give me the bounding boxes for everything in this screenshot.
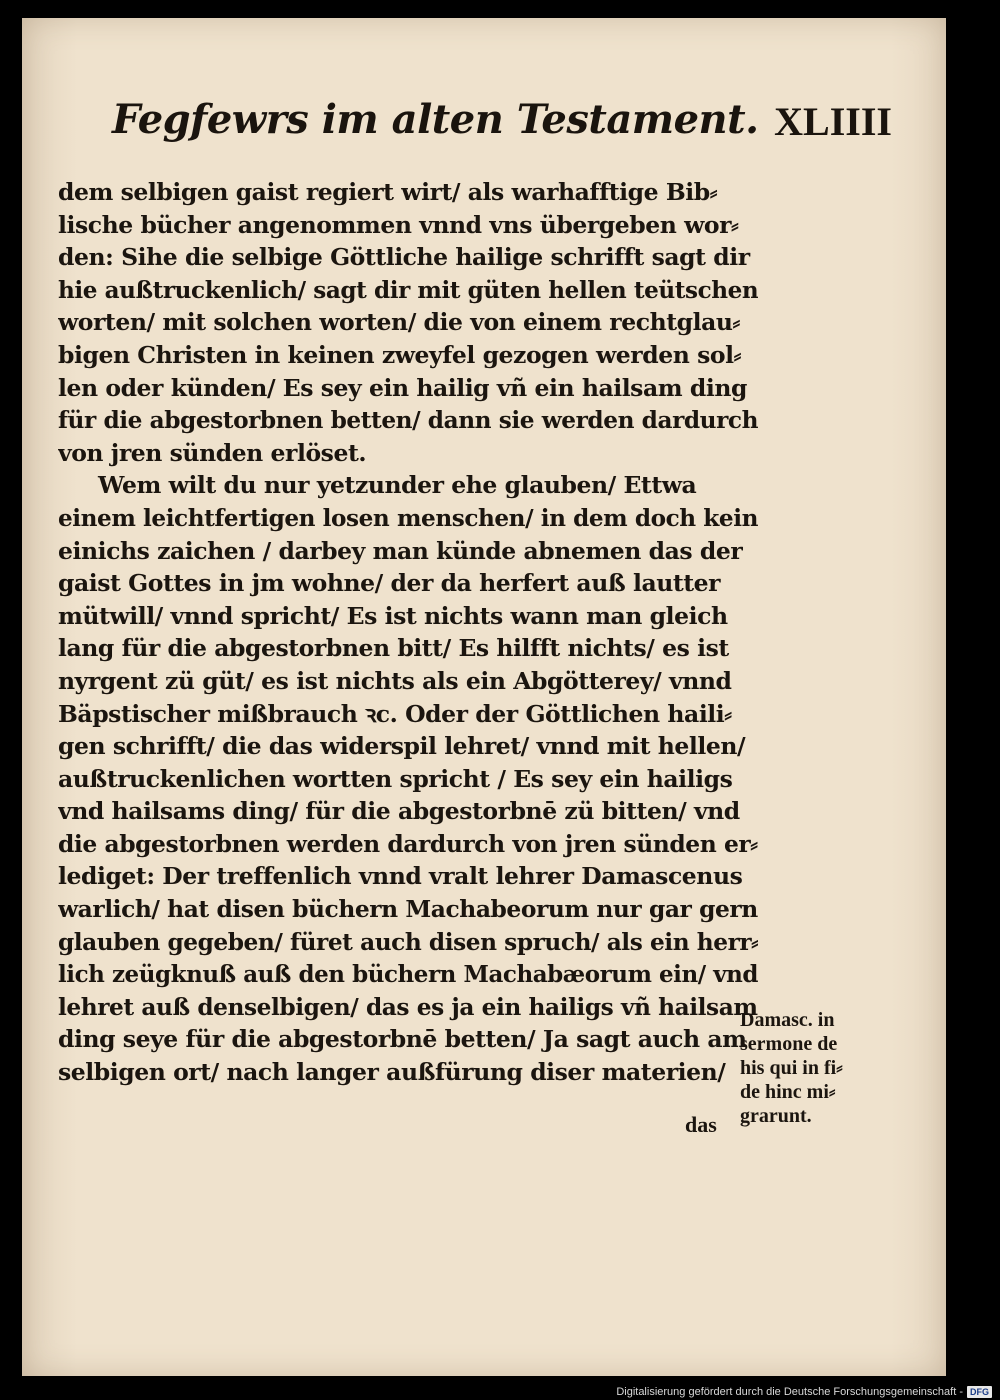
text-line: von jren sünden erlöset. — [58, 438, 367, 467]
dfg-logo-icon: DFG — [967, 1386, 992, 1398]
marginal-note-line: de hinc mi⸗ — [740, 1081, 836, 1103]
text-line: lich zeügknuß auß den büchern Machabæorum ein/ vnd — [58, 960, 758, 989]
text-line: gen schrifft/ die das widerspil lehret/ vnnd mit hellen/ — [58, 732, 746, 761]
text-line: außtruckenlichen wortten spricht / Es sey ein hailigs — [58, 764, 733, 793]
text-line: hie außtruckenlich/ sagt dir mit güten hellen teütschen — [58, 275, 758, 304]
text-line: worten/ mit solchen worten/ die von einem rechtglau⸗ — [58, 308, 740, 337]
text-line: glauben gegeben/ füret auch disen spruch/ als ein herr⸗ — [58, 927, 758, 956]
text-line: lang für die abgestorbnen bitt/ Es hilfft nichts/ es ist — [58, 634, 729, 663]
text-line: len oder künden/ Es sey ein hailig vñ ein hailsam ding — [58, 373, 747, 402]
text-line: dem selbigen gaist regiert wirt/ als warhafftige Bib⸗ — [58, 178, 718, 206]
text-line: warlich/ hat disen büchern Machabeorum nur gar gern — [58, 895, 758, 924]
marginal-note — [740, 1008, 880, 1128]
text-line: Bäpstischer mißbrauch ꝛc. Oder der Göttlichen haili⸗ — [58, 699, 732, 728]
text-line: ding seye für die abgestorbnē betten/ Ja sagt auch am — [58, 1025, 747, 1054]
digitization-credit — [616, 1386, 992, 1398]
page-header — [112, 96, 892, 176]
text-line: mütwill/ vnnd spricht/ Es ist nichts wann man gleich — [58, 601, 728, 630]
text-line: gaist Gottes in jm wohne/ der da herfert auß lautter — [58, 569, 721, 598]
text-line: einem leichtfertigen losen menschen/ in dem doch kein — [58, 503, 758, 532]
body-text — [58, 176, 758, 1089]
text-line: für die abgestorbnen betten/ dann sie werden dardurch — [58, 406, 758, 435]
text-line: einichs zaichen / darbey man künde abnemen das der — [58, 536, 743, 565]
text-line: den: Sihe die selbige Göttliche hailige schrifft sagt dir — [58, 243, 750, 272]
marginal-note-line: his qui in fi⸗ — [740, 1057, 843, 1079]
marginal-note-line: sermone de — [740, 1033, 838, 1055]
text-line: lehret auß denselbigen/ das es ja ein hailigs vñ hailsam — [58, 992, 758, 1021]
text-line: vnd hailsams ding/ für die abgestorbnē zü bitten/ vnd — [58, 797, 740, 826]
credit-text: Digitalisierung gefördert durch die Deutsche Forschungsgemeinschaft - — [616, 1386, 963, 1398]
text-line: lische bücher angenommen vnnd vns übergeben wor⸗ — [58, 210, 739, 239]
text-line: selbigen ort/ nach langer außfürung diser materien/ — [58, 1058, 726, 1087]
text-line: bigen Christen in keinen zweyfel gezogen werden sol⸗ — [58, 340, 741, 369]
text-line: Wem wilt du nur yetzunder ehe glauben/ Ettwa — [98, 471, 697, 500]
text-line: nyrgent zü güt/ es ist nichts als ein Abgötterey/ vnnd — [58, 666, 732, 695]
text-line: die abgestorbnen werden dardurch von jren sünden er⸗ — [58, 829, 758, 858]
folio-number: XLIIII — [774, 99, 892, 144]
marginal-note-line: Damasc. in — [740, 1009, 835, 1031]
catchword: das — [685, 1112, 717, 1137]
running-title: Fegfewrs im alten Testament. — [112, 96, 759, 143]
marginal-note-line: grarunt. — [740, 1105, 812, 1127]
book-page — [22, 18, 946, 1376]
text-line: lediget: Der treffenlich vnnd vralt lehrer Damascenus — [58, 862, 743, 891]
